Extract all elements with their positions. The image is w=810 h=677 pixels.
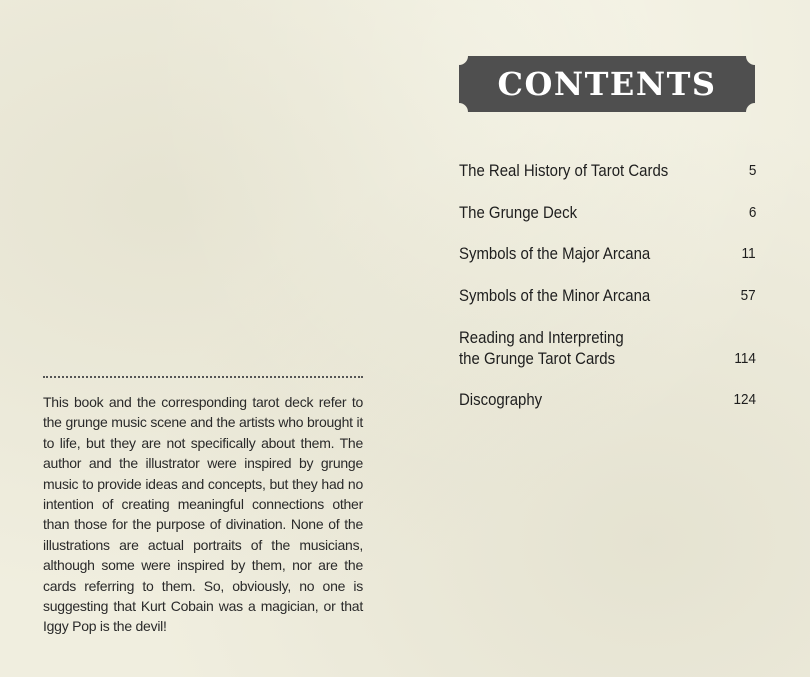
toc-entry-title (459, 389, 542, 410)
dotted-divider (43, 376, 363, 378)
toc-entry-title (459, 243, 650, 264)
toc-entry[interactable] (459, 389, 756, 410)
toc-entry-page: 5 (748, 162, 756, 179)
toc-entry-title (459, 327, 624, 369)
toc-entry-title (459, 202, 577, 223)
disclaimer-paragraph: This book and the corresponding tarot deck refer to the grunge music scene and the artists who brought it to life, but they are not specifically about them. The author and the illustrator were inspired by grunge music to provide ideas and concepts, but they had no intention of creating meaningful connections other than those for the purpose of divination. None of the illustrations are actual portraits of the musicians, although some were inspired by them, nor are the cards referring to them. So, obviously, no one is suggesting that Kurt Cobain was a magician, or that Iggy Pop is the devil! (43, 394, 363, 635)
toc-entry-title (459, 285, 650, 306)
toc-entry-page: 6 (748, 204, 756, 221)
toc-entry-title-line: Symbols of the Major Arcana (459, 244, 651, 263)
toc-entry[interactable] (459, 160, 756, 181)
toc-entry-title-line: The Real History of Tarot Cards (459, 161, 669, 180)
toc-entry-page: 114 (734, 350, 756, 367)
toc-entry[interactable] (459, 285, 756, 306)
toc-entry-title-line: Reading and Interpreting (459, 328, 624, 347)
toc-entry-title-line: Symbols of the Minor Arcana (459, 286, 651, 305)
contents-title: CONTENTS (497, 65, 717, 103)
toc-entry-title-line: The Grunge Deck (459, 203, 578, 222)
contents-banner (459, 56, 755, 112)
toc-entry-title (459, 160, 668, 181)
toc-entry-page: 57 (740, 287, 756, 304)
toc-entry-title-line: Discography (459, 390, 543, 409)
toc-entry-title-line: the Grunge Tarot Cards (459, 349, 616, 368)
toc-entry-page: 11 (741, 245, 756, 262)
toc-entry[interactable] (459, 327, 756, 369)
toc-entry[interactable] (459, 202, 756, 223)
toc-entry[interactable] (459, 243, 756, 264)
toc-entry-page: 124 (733, 391, 756, 408)
